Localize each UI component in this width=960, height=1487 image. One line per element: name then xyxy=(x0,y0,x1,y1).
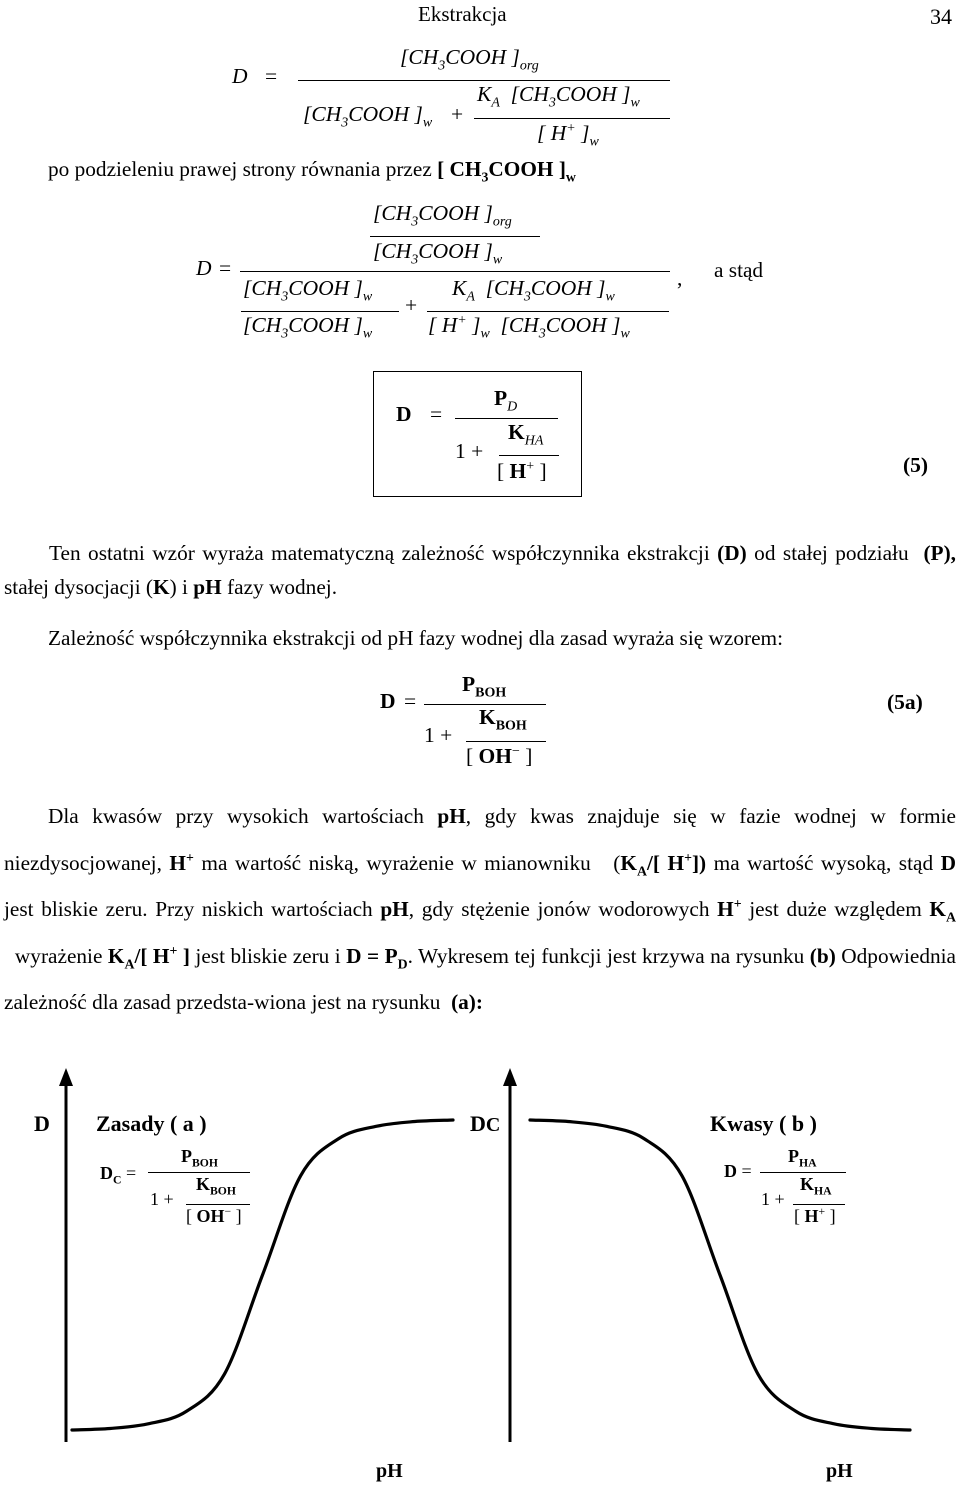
page-number: 34 xyxy=(930,4,952,29)
eq5-inner-bar xyxy=(499,455,559,456)
eq1-fraction-bar xyxy=(298,80,670,81)
eq1-inner-bar xyxy=(474,118,670,119)
panel-a-formula-lhs: $D_C$ = xyxy=(100,1163,137,1187)
eq5a-oh: [ OH− ] xyxy=(466,743,533,768)
panel-a-formula-bar xyxy=(148,1172,250,1173)
eq5-numerator: $P_D$ xyxy=(494,386,518,415)
eq5a-lhs: D xyxy=(380,689,396,713)
eq5a-numerator: $P_{BOH}$ xyxy=(462,672,507,701)
eq5a-equals: = xyxy=(404,689,417,713)
eq1-inner-denominator: [ H+ ]$_w$ xyxy=(537,120,599,150)
eq5-equals: = xyxy=(430,402,443,426)
paragraph-1: Ten ostatni wzór wyraża matematyczną zależność współczynnika ekstrakcji (D) od stałej podziału (P), stałej dysocjacji (K) i pH fazy wodnej. xyxy=(4,541,956,599)
eq2-left-top: [$CH_3COOH$ ]$_w$ xyxy=(243,276,373,305)
eq2-num-bottom: [$CH_3COOH$ ]$_w$ xyxy=(373,239,503,268)
equation-5-box xyxy=(373,371,582,497)
panel-a-formula-ion: [ OH− ] xyxy=(186,1205,242,1226)
panel-a-formula-k: $K_{BOH}$ xyxy=(196,1174,236,1198)
eq1-inner-numerator: $K_A$ [$CH_3COOH$ ]$_w$ xyxy=(477,82,640,111)
eq2-lhs: D xyxy=(196,256,212,280)
panel-a-y-axis-arrow xyxy=(59,1068,73,1086)
panel-a-title: Zasady ( a ) xyxy=(96,1111,207,1136)
eq2-equals: = xyxy=(219,256,232,280)
panel-a-formula-one-plus: 1 + xyxy=(150,1189,174,1209)
eq5a-one-plus: 1 + xyxy=(424,723,453,747)
eq2-right-bar xyxy=(427,311,669,312)
panel-b-y-axis-arrow xyxy=(503,1068,517,1086)
running-header: Ekstrakcja xyxy=(418,2,507,26)
eq5-k: $K_{HA}$ xyxy=(508,420,544,449)
eq5-one-plus: 1 + xyxy=(455,439,484,463)
panel-b-formula-lhs: D = xyxy=(724,1161,752,1181)
paragraph-2: Zależność współczynnika ekstrakcji od pH fazy wodnej dla zasad wyraża się wzorem: xyxy=(48,626,784,650)
eq2-plus: + xyxy=(405,293,418,317)
eq2-comma: , xyxy=(677,266,683,290)
panel-a-formula-inner-bar xyxy=(186,1204,250,1205)
eq2-main-bar xyxy=(240,271,670,272)
eq5a-k: $K_{BOH}$ xyxy=(479,705,527,734)
panel-a-formula-numerator: $P_{BOH}$ xyxy=(181,1146,218,1170)
eq5a-label: (5a) xyxy=(887,690,923,714)
eq2-num-top: [$CH_3COOH$ ]$_{org}$ xyxy=(373,201,512,230)
panel-a-ylabel: D xyxy=(34,1111,50,1136)
eq2-left-bottom: [$CH_3COOH$ ]$_w$ xyxy=(243,313,373,342)
eq1-denom-term1: [$CH_3COOH$ ]$_w$ xyxy=(303,102,433,131)
eq5-label: (5) xyxy=(903,453,929,477)
eq5-lhs: D xyxy=(396,402,412,426)
eq5-h: [ H+ ] xyxy=(497,458,547,483)
panel-b-xlabel: pH xyxy=(826,1460,853,1482)
panel-b-formula-bar xyxy=(760,1172,846,1173)
panel-a-xlabel: pH xyxy=(376,1460,403,1482)
eq1-equals: = xyxy=(265,64,278,88)
eq2-num-bar xyxy=(370,236,540,237)
eq2-suffix: a stąd xyxy=(714,258,764,282)
panel-b-curve xyxy=(530,1120,910,1430)
eq5a-inner-bar xyxy=(466,741,546,742)
paragraph-3: Dla kwasów przy wysokich wartościach pH, gdy kwas znajduje się w fazie wodnej w formie niezdysocjowanej, H+ ma wartość niską, wyrażenie w mianowniku ($K_A/$[ H+]) ma wartość wysoką, stąd D jest bliskie zeru. Przy niskich wartościach pH, gdy stężenie jonów wodorowych H+ jest duże względem $K_A$ wyrażenie $K_A/$[ H+ ] jest bliskie zeru i $D = P_D$. Wykresem tej funkcji jest krzywa na rysunku (b) Odpowiednia zależność dla zasad przedsta-wiona jest na rysunku (a): xyxy=(4,804,957,1014)
eq1-plus: + xyxy=(451,102,464,126)
eq2-left-bar xyxy=(241,311,399,312)
panel-b-formula-ion: [ H+ ] xyxy=(794,1205,836,1226)
panel-b-ylabel: DC xyxy=(470,1111,501,1136)
panel-b-formula-one-plus: 1 + xyxy=(761,1189,785,1209)
panel-b-formula-k: $K_{HA}$ xyxy=(800,1174,832,1198)
panel-b-formula-numerator: $P_{HA}$ xyxy=(788,1146,817,1170)
eq5-main-bar xyxy=(455,418,558,419)
eq2-right-bottom: [ H+ ]$_w$ [$CH_3COOH$ ]$_w$ xyxy=(428,312,630,342)
panel-b-title: Kwasy ( b ) xyxy=(710,1111,817,1136)
eq2-right-top: $K_A$ [$CH_3COOH$ ]$_w$ xyxy=(452,276,615,305)
eq1-numerator: [$CH_3COOH$ ]$_{org}$ xyxy=(400,45,539,74)
divide-note: po podzieleniu prawej strony równania przez [ $CH_3COOH$ ]$_w$ xyxy=(48,157,576,185)
eq1-lhs: D xyxy=(232,64,248,88)
